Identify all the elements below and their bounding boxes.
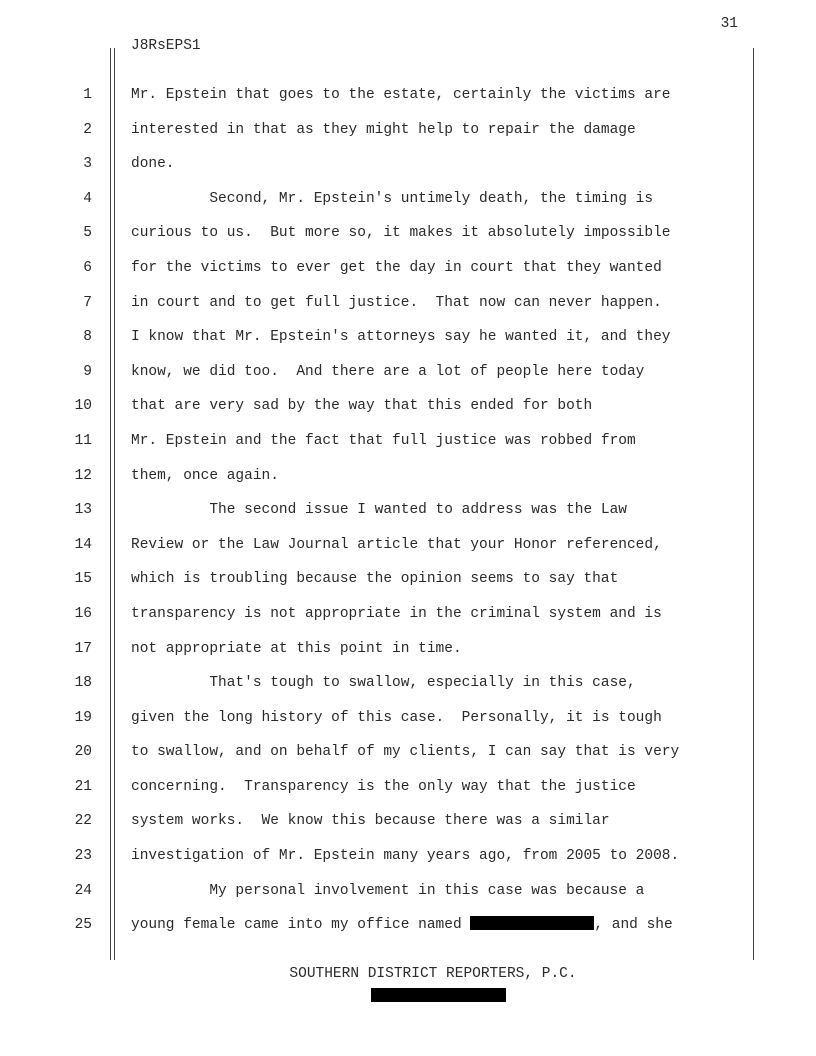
line-number: 25 (74, 917, 92, 934)
line-text: to swallow, and on behalf of my clients, I can say that is very (131, 744, 680, 761)
transcript-line (0, 808, 816, 843)
line-number: 8 (83, 329, 92, 346)
line-text: investigation of Mr. Epstein many years ago, from 2005 to 2008. (131, 848, 680, 865)
line-text: system works. We know this because there was a similar (131, 813, 610, 830)
transcript-line (0, 670, 816, 705)
line-text: curious to us. But more so, it makes it absolutely impossible (131, 225, 671, 242)
transcript-line (0, 912, 816, 947)
line-text: that are very sad by the way that this ended for both (131, 398, 593, 415)
transcript-line (0, 463, 816, 498)
redacted-contact-box (371, 988, 506, 1002)
line-text: in court and to get full justice. That now can never happen. (131, 294, 662, 311)
transcript-line (0, 151, 816, 186)
line-number: 21 (74, 778, 92, 795)
line-number: 6 (83, 259, 92, 276)
line-text-before-redaction: young female came into my office named (131, 917, 471, 934)
transcript-line (0, 220, 816, 255)
line-text: transparency is not appropriate in the criminal system and is (131, 605, 662, 622)
transcript-line (0, 566, 816, 601)
transcript-line (0, 601, 816, 636)
transcript-line (0, 428, 816, 463)
line-text: My personal involvement in this case was because a (131, 882, 645, 899)
transcript-line (0, 705, 816, 740)
line-text: given the long history of this case. Personally, it is tough (131, 709, 662, 726)
line-number: 2 (83, 121, 92, 138)
line-text: Mr. Epstein and the fact that full justice was robbed from (131, 432, 636, 449)
line-text: which is troubling because the opinion seems to say that (131, 571, 619, 588)
line-number: 15 (74, 571, 92, 588)
line-number: 5 (83, 225, 92, 242)
line-number: 19 (74, 709, 92, 726)
transcript-line (0, 117, 816, 152)
line-text: I know that Mr. Epstein's attorneys say he wanted it, and they (131, 329, 671, 346)
line-number: 1 (83, 87, 92, 103)
line-text-after-redaction: , and she (594, 917, 673, 934)
transcript-line (0, 82, 816, 117)
line-text: Second, Mr. Epstein's untimely death, the timing is (131, 190, 654, 207)
line-text (131, 912, 673, 938)
transcript-line (0, 186, 816, 221)
transcript-lines (0, 82, 816, 947)
transcript-line (0, 739, 816, 774)
transcript-line (0, 393, 816, 428)
line-number: 14 (74, 536, 92, 553)
transcript-line (0, 255, 816, 290)
line-text: concerning. Transparency is the only way that the justice (131, 778, 636, 795)
line-number: 11 (74, 432, 92, 449)
line-number: 22 (74, 813, 92, 830)
transcript-line (0, 636, 816, 671)
line-number: 23 (74, 848, 92, 865)
transcript-line (0, 497, 816, 532)
line-number: 7 (83, 294, 92, 311)
line-number: 20 (74, 744, 92, 761)
transcript-line (0, 774, 816, 809)
line-text: them, once again. (131, 467, 279, 484)
line-number: 17 (74, 640, 92, 657)
line-text: Review or the Law Journal article that your Honor referenced, (131, 536, 662, 553)
redacted-name-box (470, 916, 594, 930)
transcript-line (0, 532, 816, 567)
page-number: 31 (720, 16, 738, 32)
line-number: 24 (74, 882, 92, 899)
line-number: 13 (74, 502, 92, 519)
line-number: 9 (83, 363, 92, 380)
line-number: 12 (74, 467, 92, 484)
line-text: know, we did too. And there are a lot of people here today (131, 363, 645, 380)
line-text: That's tough to swallow, especially in this case, (131, 675, 636, 692)
line-number: 4 (83, 190, 92, 207)
line-number: 3 (83, 156, 92, 173)
transcript-line (0, 324, 816, 359)
line-text: The second issue I wanted to address was the Law (131, 502, 627, 519)
line-text: for the victims to ever get the day in court that they wanted (131, 259, 662, 276)
reporter-footer: SOUTHERN DISTRICT REPORTERS, P.C. (289, 966, 577, 982)
transcript-line (0, 843, 816, 878)
case-id: J8RsEPS1 (131, 38, 201, 54)
line-number: 16 (74, 605, 92, 622)
line-text: Mr. Epstein that goes to the estate, certainly the victims are (131, 87, 671, 103)
line-text: interested in that as they might help to repair the damage (131, 121, 636, 138)
line-text: done. (131, 156, 175, 173)
transcript-line (0, 878, 816, 913)
line-text: not appropriate at this point in time. (131, 640, 462, 657)
line-number: 10 (74, 398, 92, 415)
line-number: 18 (74, 675, 92, 692)
transcript-line (0, 290, 816, 325)
transcript-line (0, 359, 816, 394)
